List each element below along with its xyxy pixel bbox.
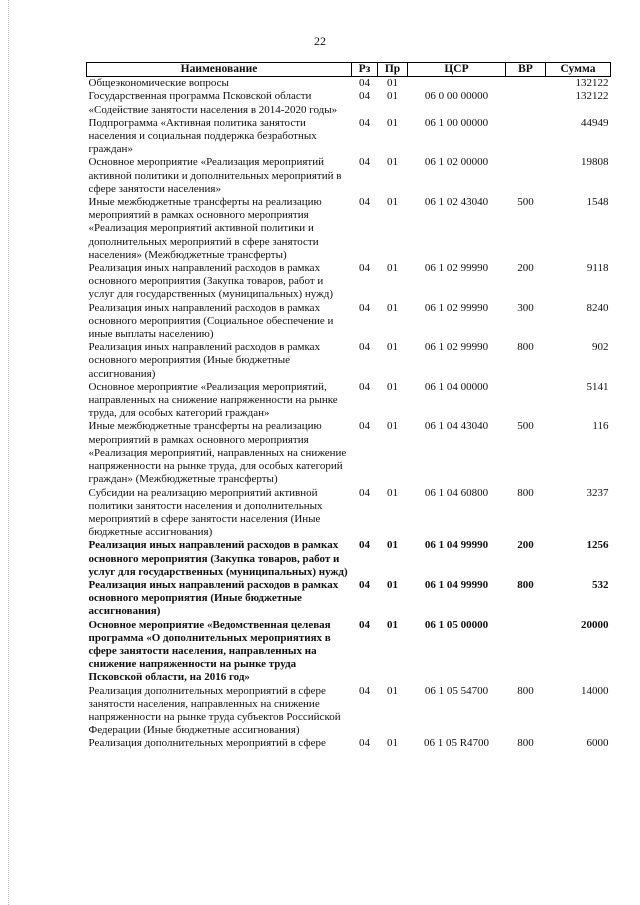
row-pr: 01	[387, 578, 398, 591]
row-name: Реализация иных направлений расходов в рамках основного мероприятия (Иные бюджетные ассигнования)	[88, 341, 321, 380]
header-csr: ЦСР	[408, 63, 506, 77]
page-number: 22	[314, 34, 326, 48]
header-rz: Рз	[352, 63, 378, 77]
row-csr: 06 1 04 60800	[424, 486, 489, 499]
row-name: Реализация иных направлений расходов в рамках основного мероприятия (Социальное обеспечение и иные выплаты населению)	[88, 301, 334, 341]
table-row	[87, 302, 611, 342]
row-rz: 04	[359, 262, 370, 275]
row-vr	[506, 77, 546, 91]
row-vr	[506, 619, 546, 685]
row-vr: 500	[517, 420, 534, 433]
table-row	[87, 685, 611, 738]
row-pr: 01	[387, 301, 398, 314]
table-row	[87, 737, 611, 750]
row-rz: 04	[359, 196, 370, 209]
row-name: Общеэкономические вопросы	[88, 77, 229, 90]
row-csr: 06 0 00 00000	[424, 90, 489, 103]
table-row	[87, 77, 611, 91]
row-sum: 19808	[581, 156, 609, 169]
row-csr: 06 1 04 99990	[424, 539, 489, 552]
row-sum: 3237	[586, 486, 609, 499]
row-sum: 132122	[575, 77, 609, 90]
row-sum: 6000	[586, 737, 609, 750]
row-rz: 04	[359, 380, 370, 393]
table-row	[87, 420, 611, 486]
row-vr: 800	[517, 684, 534, 697]
row-rz: 04	[359, 116, 370, 129]
row-rz: 04	[359, 156, 370, 169]
row-pr: 01	[387, 684, 398, 697]
table-row	[87, 619, 611, 685]
table-row	[87, 341, 611, 381]
table-row	[87, 90, 611, 116]
row-vr: 800	[517, 341, 534, 354]
row-sum: 8240	[586, 301, 609, 314]
row-name: Субсидии на реализацию мероприятий активной политики занятости населения и дополнительных мероприятий в сфере занятости населения (Иные бюджетные ассигнования)	[88, 486, 323, 539]
row-name: Государственная программа Псковской области «Содействие занятости населения в 2014-2020 годы»	[88, 90, 338, 116]
header-vr: ВР	[506, 63, 546, 77]
table-row	[87, 117, 611, 157]
row-rz: 04	[359, 486, 370, 499]
budget-table	[86, 62, 611, 751]
row-vr: 500	[517, 196, 534, 209]
row-csr: 06 1 04 00000	[424, 380, 489, 393]
row-csr: 06 1 02 99990	[424, 262, 489, 275]
header-pr: Пр	[378, 63, 408, 77]
header-row	[87, 63, 611, 77]
row-rz: 04	[359, 301, 370, 314]
row-name: Основное мероприятие «Реализация мероприятий активной политики и дополнительных мероприятий в сфере занятости населения»	[88, 156, 342, 195]
row-vr	[506, 117, 546, 157]
row-csr	[408, 77, 506, 91]
row-sum: 44949	[581, 116, 609, 129]
row-pr: 01	[387, 262, 398, 275]
row-sum: 1548	[586, 196, 609, 209]
row-csr: 06 1 04 43040	[424, 420, 489, 433]
row-name: Реализация дополнительных мероприятий в сфере	[88, 737, 326, 750]
row-pr: 01	[387, 341, 398, 354]
row-vr: 300	[517, 301, 534, 314]
row-pr: 01	[387, 380, 398, 393]
row-name: Реализация иных направлений расходов в рамках основного мероприятия (Закупка товаров, работ и услуг для государственных (муниципальных) нужд)	[88, 539, 348, 578]
table-row	[87, 487, 611, 540]
row-rz: 04	[359, 341, 370, 354]
row-csr: 06 1 02 99990	[424, 301, 489, 314]
row-name: Реализация дополнительных мероприятий в сфере занятости населения, направленных на снижение напряженности на рынке труда субъектов Российской Федерации (Иные бюджетные ассигнования)	[88, 684, 341, 737]
row-rz: 04	[359, 420, 370, 433]
scan-edge	[8, 0, 9, 905]
row-sum: 9118	[586, 262, 609, 275]
row-pr: 01	[387, 90, 398, 103]
row-pr: 01	[387, 486, 398, 499]
row-vr: 800	[517, 737, 534, 750]
row-name: Основное мероприятие «Реализация мероприятий, направленных на снижение напряженности на рынке труда, для особых категорий граждан»	[88, 380, 338, 420]
row-pr: 01	[387, 196, 398, 209]
row-name: Подпрограмма «Активная политика занятости населения и социальная поддержка безработных граждан»	[88, 116, 317, 156]
row-sum: 116	[592, 420, 609, 433]
row-vr	[506, 90, 546, 116]
row-csr: 06 1 05 R4700	[423, 737, 490, 750]
row-vr	[506, 381, 546, 421]
row-csr: 06 1 02 99990	[424, 341, 489, 354]
row-pr: 01	[387, 77, 398, 90]
header-sum: Сумма	[546, 63, 611, 77]
row-rz: 04	[359, 578, 370, 591]
row-sum: 5141	[586, 380, 609, 393]
row-csr: 06 1 05 54700	[424, 684, 489, 697]
row-pr: 01	[387, 116, 398, 129]
row-pr: 01	[387, 737, 398, 750]
row-csr: 06 1 05 00000	[424, 618, 489, 631]
row-vr: 800	[517, 578, 534, 591]
row-csr: 06 1 00 00000	[424, 116, 489, 129]
row-sum: 20000	[581, 618, 609, 631]
row-pr: 01	[387, 420, 398, 433]
row-vr: 200	[517, 539, 534, 552]
header-name: Наименование	[87, 63, 352, 77]
row-name: Основное мероприятие «Ведомственная целевая программа «О дополнительных мероприятиях в сфере занятости населения, направленных на снижение напряженности на рынке труда Псковской области, на 2016 год»	[88, 618, 331, 684]
row-sum: 132122	[575, 90, 609, 103]
row-name: Иные межбюджетные трансферты на реализацию мероприятий в рамках основного мероприятия «Реализация мероприятий, направленных на снижение напряженности на рынке труда, для особых категорий граждан» (Межбюджетные трансферты)	[88, 420, 347, 486]
row-sum: 532	[592, 578, 609, 591]
table-row	[87, 156, 611, 196]
row-rz: 04	[359, 684, 370, 697]
row-rz: 04	[359, 737, 370, 750]
row-sum: 902	[592, 341, 609, 354]
row-pr: 01	[387, 539, 398, 552]
row-name: Иные межбюджетные трансферты на реализацию мероприятий в рамках основного мероприятия «Реализация мероприятий активной политики и дополнительных мероприятий в сфере занятости населения» (Межбюджетные трансферты)	[88, 196, 322, 261]
row-sum: 14000	[581, 684, 609, 697]
row-csr: 06 1 04 99990	[424, 578, 489, 591]
table-row	[87, 579, 611, 619]
row-vr: 200	[517, 262, 534, 275]
row-csr: 06 1 02 43040	[424, 196, 489, 209]
row-rz: 04	[359, 90, 370, 103]
row-pr: 01	[387, 618, 398, 631]
row-name: Реализация иных направлений расходов в рамках основного мероприятия (Закупка товаров, работ и услуг для государственных (муниципальных) нужд)	[88, 262, 334, 301]
table-row	[87, 196, 611, 262]
row-rz: 04	[359, 539, 370, 552]
row-vr	[506, 156, 546, 196]
table-row	[87, 381, 611, 421]
row-pr: 01	[387, 156, 398, 169]
row-rz: 04	[359, 77, 370, 90]
row-csr: 06 1 02 00000	[424, 156, 489, 169]
row-name: Реализация иных направлений расходов в рамках основного мероприятия (Иные бюджетные ассигнования)	[88, 578, 339, 618]
row-sum: 1256	[586, 539, 609, 552]
row-rz: 04	[359, 618, 370, 631]
row-vr: 800	[517, 486, 534, 499]
table-row	[87, 262, 611, 302]
table-row	[87, 539, 611, 579]
